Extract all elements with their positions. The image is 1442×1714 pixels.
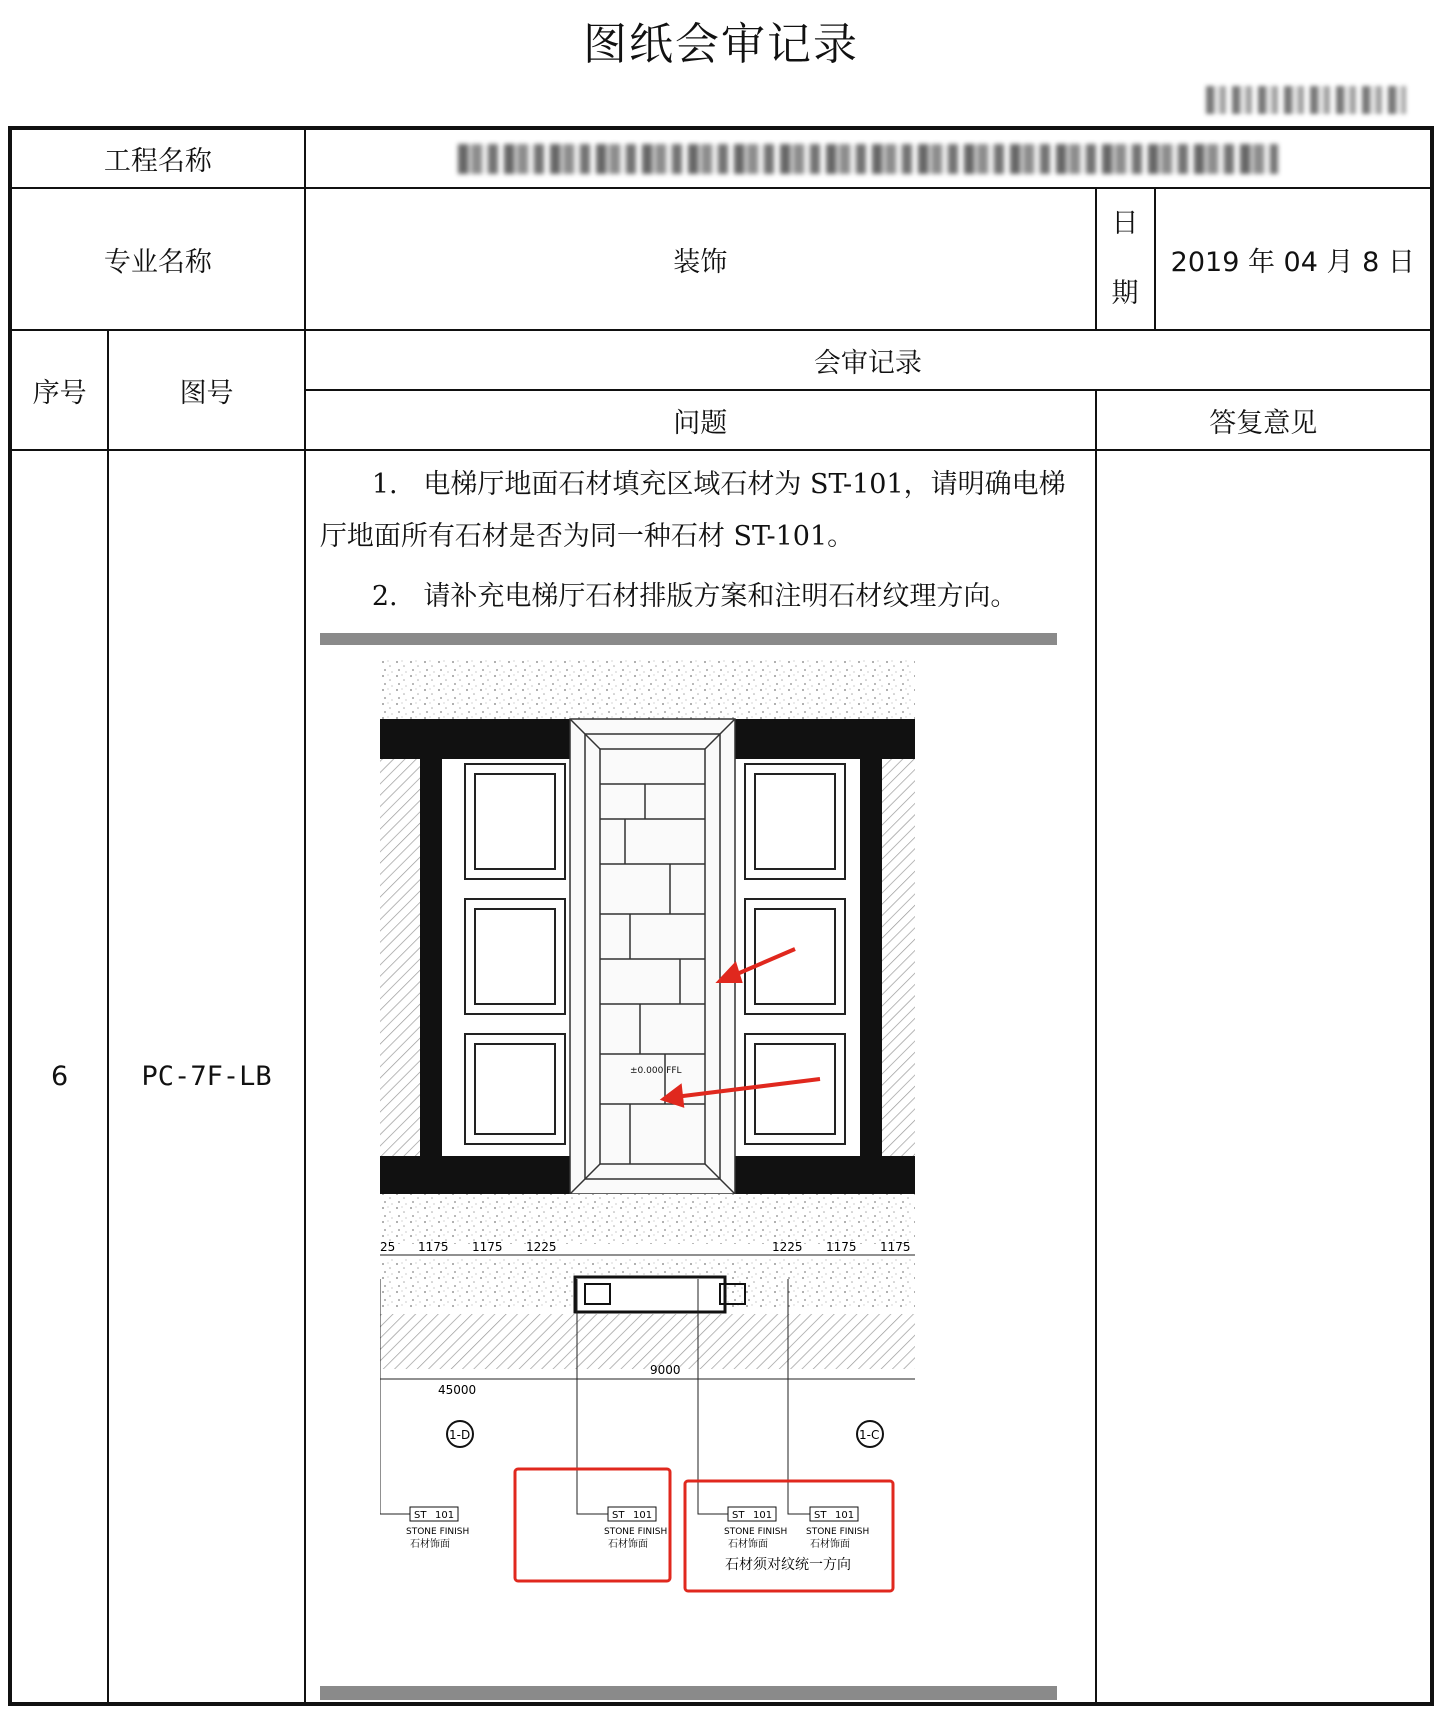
wall-bottom-left: [380, 1156, 570, 1194]
review-table: [8, 126, 1434, 1706]
svg-text:石材饰面: 石材饰面: [727, 1539, 768, 1550]
bottom-floor-band: [380, 1194, 915, 1244]
wall-bottom-right: [735, 1156, 915, 1194]
svg-text:1175: 1175: [879, 1240, 911, 1254]
question-header: 问题: [305, 390, 1096, 450]
svg-text:ST: ST: [813, 1510, 827, 1521]
tag-2: [604, 1507, 667, 1550]
record-row: [10, 450, 1432, 1704]
question-cell: [305, 450, 1096, 1704]
entry-door: [575, 1277, 725, 1312]
discipline-row: [10, 188, 1432, 330]
date-label: [1096, 188, 1155, 330]
svg-text:1175: 1175: [825, 1240, 857, 1254]
header-row-1: [10, 330, 1432, 390]
drawing-no-header: 图号: [108, 330, 305, 450]
tag-3: [724, 1507, 787, 1550]
date-label-bottom: 期: [1111, 278, 1139, 309]
svg-text:ST: ST: [413, 1510, 427, 1521]
page-title: 图纸会审记录: [583, 19, 859, 70]
tag-1: [406, 1507, 469, 1550]
svg-text:101: 101: [834, 1510, 854, 1521]
svg-text:STONE FINISH: STONE FINISH: [603, 1527, 668, 1537]
svg-text:石材饰面: 石材饰面: [607, 1539, 648, 1550]
svg-text:1-C: 1-C: [858, 1428, 880, 1442]
texture-note: 石材须对纹统一方向: [724, 1557, 851, 1573]
document-number-redacted: [1206, 86, 1406, 114]
lobby-floor: [570, 719, 735, 1194]
svg-text:1175: 1175: [417, 1240, 449, 1254]
seq-cell: 6: [10, 450, 108, 1704]
svg-text:1-D: 1-D: [448, 1428, 471, 1442]
wall-top-right: [735, 719, 915, 759]
svg-text:ST: ST: [731, 1510, 745, 1521]
issue-1: 1. 电梯厅地面石材填充区域石材为 ST-101，请明确电梯厅地面所有石材是否为同一种石材 ST-101。: [319, 469, 1066, 552]
divider-bar-bottom: [320, 1686, 1057, 1700]
level-mark: ±0.000 FFL: [629, 1066, 682, 1076]
drawing-no-cell: PC-7F-LB: [108, 450, 305, 1704]
seq-header: 序号: [10, 330, 108, 450]
svg-text:STONE FINISH: STONE FINISH: [723, 1527, 788, 1537]
review-record-header: 会审记录: [305, 330, 1432, 390]
svg-text:25: 25: [379, 1240, 396, 1254]
floor-plan-drawing: [380, 659, 965, 1673]
svg-text:STONE FINISH: STONE FINISH: [405, 1527, 470, 1537]
svg-text:101: 101: [632, 1510, 652, 1521]
issue-2: 2. 请补充电梯厅石材排版方案和注明石材纹理方向。: [371, 581, 1018, 612]
svg-text:1225: 1225: [525, 1240, 557, 1254]
reply-cell: [1096, 450, 1432, 1704]
dim-center: 9000: [649, 1363, 681, 1377]
elevators-left: [465, 764, 565, 1144]
divider-bar-top: [320, 633, 1057, 645]
tag-4: [806, 1507, 869, 1550]
svg-text:1175: 1175: [471, 1240, 503, 1254]
reply-header: 答复意见: [1096, 390, 1432, 450]
dim-total: 45000: [437, 1383, 477, 1397]
top-floor-band: [380, 659, 915, 719]
svg-text:1225: 1225: [771, 1240, 803, 1254]
svg-text:ST: ST: [611, 1510, 625, 1521]
project-row: [10, 128, 1432, 188]
date-label-top: 日: [1111, 208, 1139, 239]
date-value: 2019 年 04 月 8 日: [1155, 188, 1432, 330]
discipline-value: 装饰: [305, 188, 1096, 330]
svg-text:石材饰面: 石材饰面: [409, 1539, 450, 1550]
svg-text:石材饰面: 石材饰面: [809, 1539, 850, 1550]
svg-text:101: 101: [752, 1510, 772, 1521]
project-name-redacted: [305, 128, 1432, 188]
wall-top-left: [380, 719, 570, 759]
svg-text:STONE FINISH: STONE FINISH: [805, 1527, 870, 1537]
project-label: 工程名称: [10, 128, 305, 188]
highlight-box-1: [515, 1469, 670, 1581]
discipline-label: 专业名称: [10, 188, 305, 330]
svg-text:101: 101: [434, 1510, 454, 1521]
